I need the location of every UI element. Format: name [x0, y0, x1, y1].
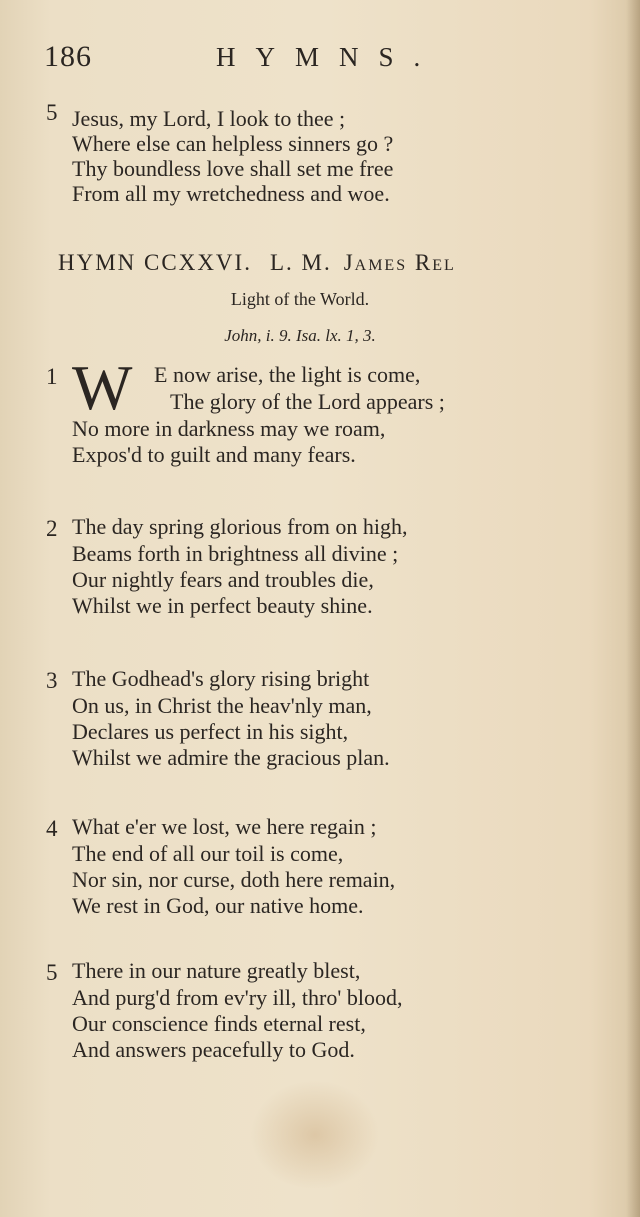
verse-line: Jesus, my Lord, I look to thee ; [72, 106, 346, 131]
page-edge-shadow [626, 0, 640, 1217]
paper-stain [250, 1080, 380, 1190]
verse-line: What e'er we lost, we here regain ; [72, 814, 377, 839]
verse-line: And purg'd from ev'ry ill, thro' blood, [72, 985, 403, 1010]
stanza-number: 2 [46, 516, 58, 541]
stanza-number: 1 [46, 364, 58, 389]
verse-line: The end of all our toil is come, [72, 841, 344, 866]
verse-line: We rest in God, our native home. [72, 893, 364, 918]
verse-line: The glory of the Lord appears ; [170, 389, 445, 414]
verse-line: E now arise, the light is come, [154, 362, 421, 387]
stanza-number: 5 [46, 960, 58, 985]
verse-line: The Godhead's glory rising bright [72, 666, 370, 691]
verse-line: And answers peacefully to God. [72, 1037, 355, 1062]
verse-line: On us, in Christ the heav'nly man, [72, 693, 372, 718]
page-number: 186 [44, 40, 92, 73]
verse-line: No more in darkness may we roam, [72, 416, 386, 441]
hymn-heading [58, 250, 456, 276]
verse-line: From all my wretchedness and woe. [72, 181, 390, 206]
verse-line: Whilst we in perfect beauty shine. [72, 593, 373, 618]
hymn-meter: L. M. [269, 250, 332, 275]
verse-line: Nor sin, nor curse, doth here remain, [72, 867, 396, 892]
hymn-author: James Rel [343, 250, 456, 275]
stanza-number: 3 [46, 668, 58, 693]
verse-line: Where else can helpless sinners go ? [72, 131, 394, 156]
verse-line: Our conscience finds eternal rest, [72, 1011, 366, 1036]
verse-line: There in our nature greatly blest, [72, 958, 361, 983]
verse-line: Whilst we admire the gracious plan. [72, 745, 390, 770]
stanza-number: 5 [46, 100, 58, 125]
page-header [44, 40, 464, 80]
verse-line: Our nightly fears and troubles die, [72, 567, 374, 592]
hymn-title: HYMN CCXXVI. [58, 250, 252, 275]
verse-line: Thy boundless love shall set me free [72, 156, 394, 181]
scripture-reference: John, i. 9. Isa. lx. 1, 3. [224, 326, 376, 345]
stanza-number: 4 [46, 816, 58, 841]
drop-cap: W [72, 352, 133, 423]
verse-line: Beams forth in brightness all divine ; [72, 541, 399, 566]
running-head: HYMNS. [216, 42, 441, 72]
verse-line: Expos'd to guilt and many fears. [72, 442, 356, 467]
hymn-subtitle: Light of the World. [230, 289, 370, 309]
verse-line: Declares us perfect in his sight, [72, 719, 349, 744]
verse-line: The day spring glorious from on high, [72, 514, 408, 539]
